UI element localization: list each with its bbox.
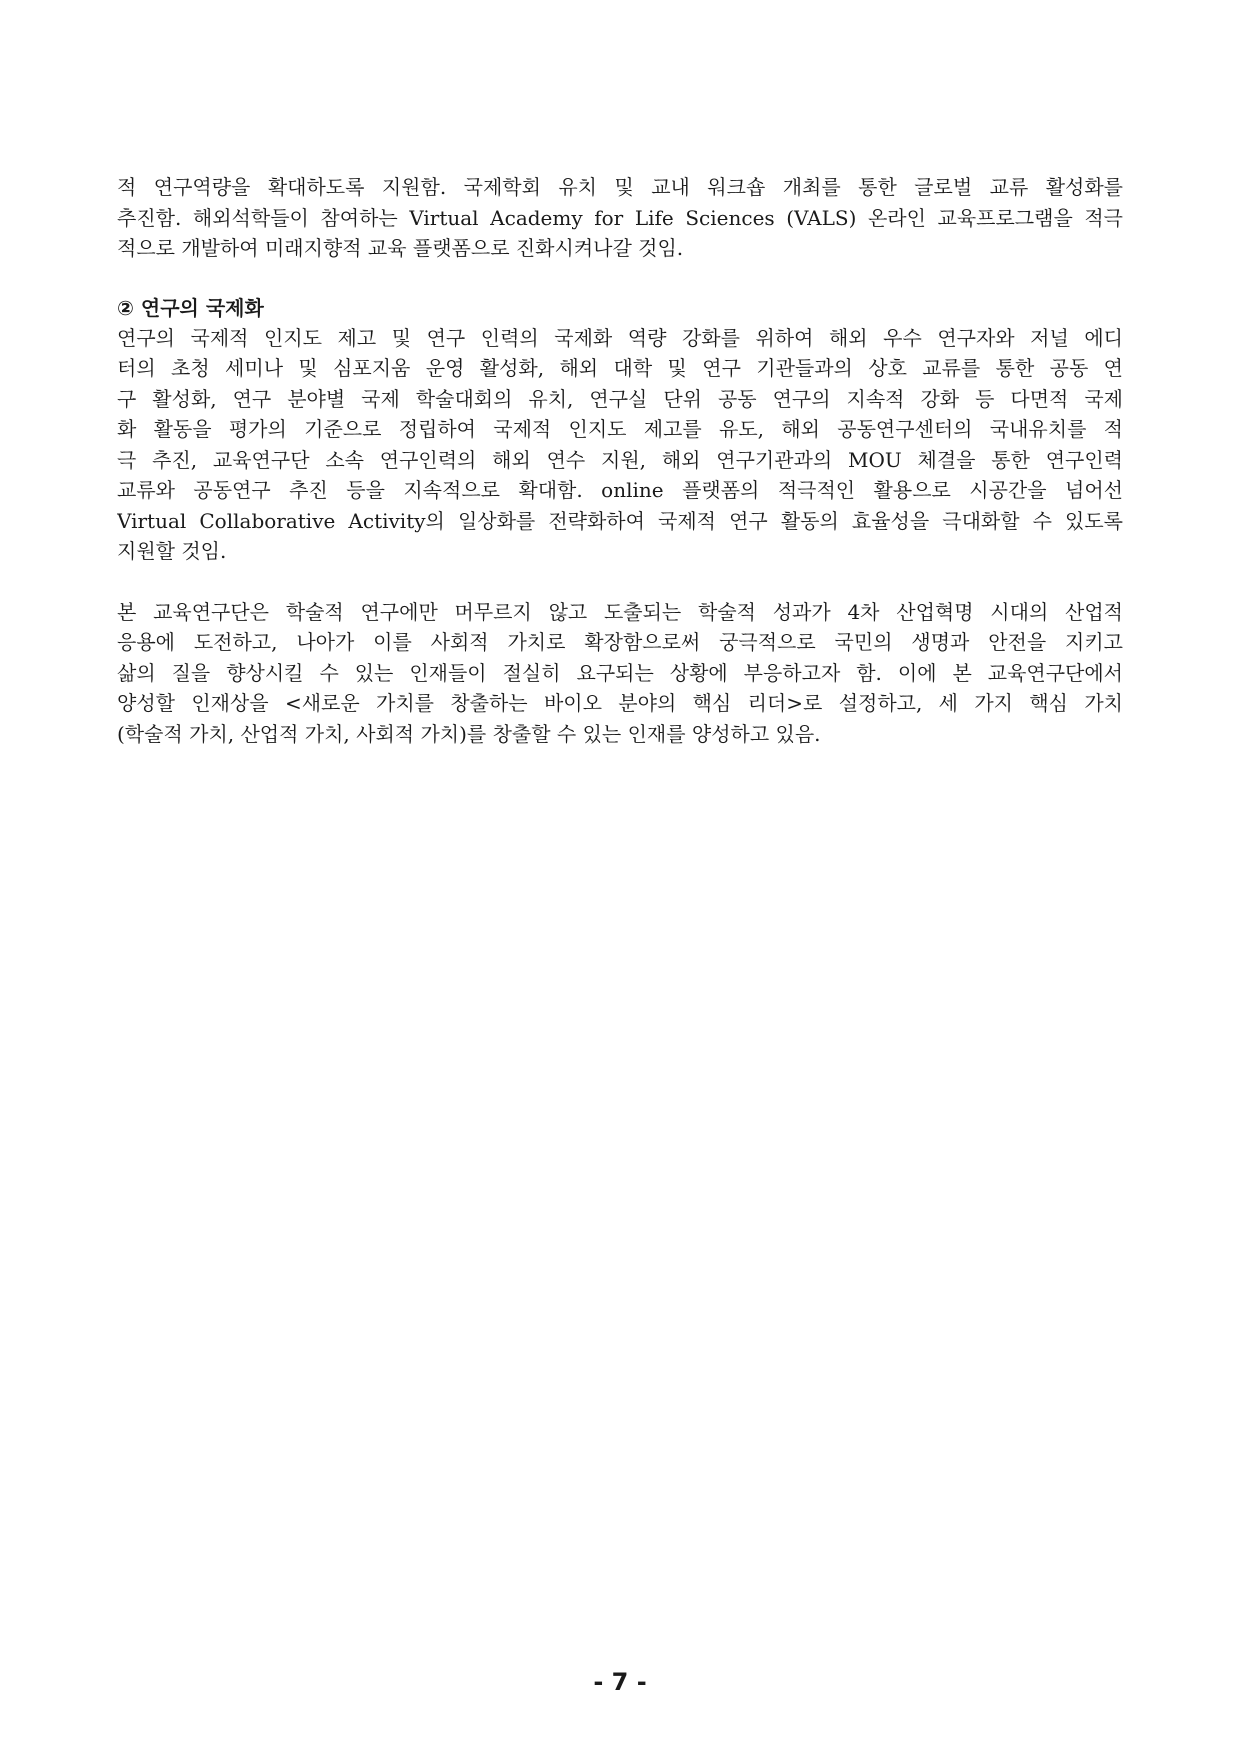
section-research-internationalization — [117, 293, 1123, 567]
text-line: 교류와 공동연구 추진 등을 지속적으로 확대함. online 플랫폼의 적극적인 활용으로 시공간을 넘어선 — [117, 478, 1123, 502]
text-line: 삶의 질을 향상시킬 수 있는 인재들이 절실히 요구되는 상황에 부응하고자 함. 이에 본 교육연구단에서 — [117, 660, 1123, 685]
text-line: 응용에 도전하고, 나아가 이를 사회적 가치로 확장함으로써 궁극적으로 국민의 생명과 안전을 지키고 — [117, 630, 1123, 654]
text-line: 본 교육연구단은 학술적 연구에만 머무르지 않고 도출되는 학술적 성과가 4차 산업혁명 시대의 산업적 — [117, 599, 1123, 624]
text-line: 추진함. 해외석학들이 참여하는 Virtual Academy for Life Sciences (VALS) 온라인 교육프로그램을 적극 — [117, 205, 1123, 230]
text-line: 지원할 것임. — [117, 539, 227, 563]
paragraph-talent-vision — [117, 597, 1123, 750]
text-line: 적으로 개발하여 미래지향적 교육 플랫폼으로 진화시켜나갈 것임. — [117, 236, 684, 260]
text-line: Virtual Collaborative Activity의 일상화를 전략화하여 국제적 연구 활동의 효율성을 극대화할 수 있도록 — [117, 508, 1123, 533]
text-line: 적 연구역량을 확대하도록 지원함. 국제학회 유치 및 교내 워크숍 개최를 통한 글로벌 교류 활성화를 — [117, 175, 1123, 199]
text-line: 극 추진, 교육연구단 소속 연구인력의 해외 연수 지원, 해외 연구기관과의 MOU 체결을 통한 연구인력 — [117, 447, 1123, 472]
text-line: 터의 초청 세미나 및 심포지움 운영 활성화, 해외 대학 및 연구 기관들과의 상호 교류를 통한 공동 연 — [117, 356, 1123, 380]
text-line: 양성할 인재상을 <새로운 가치를 창출하는 바이오 분야의 핵심 리더>로 설정하고, 세 가지 핵심 가치 — [117, 691, 1123, 715]
page-number: - 7 - — [593, 1668, 647, 1696]
page-body — [117, 172, 1123, 749]
text-line: (학술적 가치, 산업적 가치, 사회적 가치)를 창출할 수 있는 인재를 양성하고 있음. — [117, 721, 821, 746]
text-line: 연구의 국제적 인지도 제고 및 연구 인력의 국제화 역량 강화를 위하여 해외 우수 연구자와 저널 에디 — [117, 325, 1123, 350]
paragraph-international-education — [117, 172, 1123, 264]
text-line: 화 활동을 평가의 기준으로 정립하여 국제적 인지도 제고를 유도, 해외 공동연구센터의 국내유치를 적 — [117, 417, 1123, 441]
text-line: 구 활성화, 연구 분야별 국제 학술대회의 유치, 연구실 단위 공동 연구의 지속적 강화 등 다면적 국제 — [117, 386, 1123, 411]
section-heading: ② 연구의 국제화 — [117, 295, 264, 320]
